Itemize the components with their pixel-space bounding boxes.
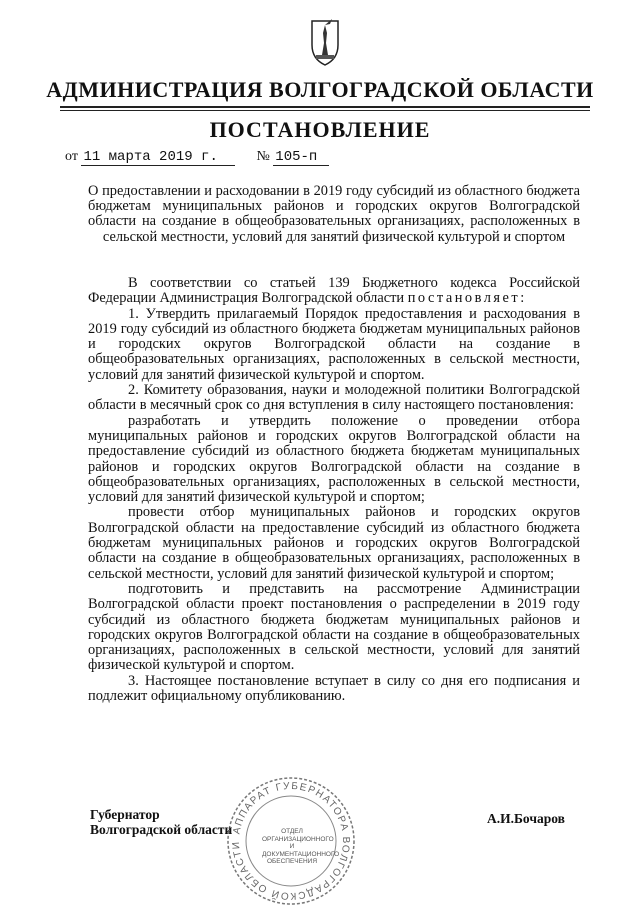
paragraph-2c: подготовить и представить на рассмотрение Администрации Волгоградской области проект постановления о распределении в 2019 году субсидий из областного бюджета бюджетам муниципальных районов и городских округов Волгоградской области на создание в общеобразовательных организациях, расположенных в сельской местности, условий для занятий физической культурой и спортом.	[88, 580, 580, 674]
number-prefix: №	[256, 149, 270, 164]
signatory-position-line2: Волгоградской области	[90, 822, 233, 837]
intro-paragraph	[88, 276, 580, 307]
coat-of-arms-icon	[310, 15, 340, 67]
intro-resolves: постановляет:	[407, 290, 527, 307]
document-body	[88, 276, 580, 704]
date-prefix: от	[65, 149, 78, 164]
intro-text: В соответствии со статьей 139 Бюджетного кодекса Российской Федерации Администрация Волгоградской области	[88, 275, 580, 307]
paragraph-2: 2. Комитету образования, науки и молодежной политики Волгоградской области в месячный срок со дня вступления в силу настоящего постановления:	[88, 382, 580, 414]
date-number-line	[65, 149, 329, 166]
paragraph-2b: провести отбор муниципальных районов и городских округов Волгоградской области на предоставление субсидий из областного бюджета бюджетам муниципальных районов и городских округов Волгоградской области на создание в общеобразовательных организациях, расположенных в сельской местности, условий для занятий физической культурой и спортом;	[88, 504, 580, 582]
signatory-name: А.И.Бочаров	[487, 811, 565, 826]
document-number: 105-п	[273, 149, 329, 166]
header-rule-thin	[60, 110, 590, 111]
paragraph-1: 1. Утвердить прилагаемый Порядок предоставления и расходования в 2019 году субсидий из областного бюджета бюджетам муниципальных районов и городских округов Волгоградской области на создание в общеобразовательных организациях, расположенных в сельской местности, условий для занятий физической культурой и спортом.	[88, 305, 580, 383]
document-date: 11 марта 2019 г.	[81, 149, 235, 166]
paragraph-3: 3. Настоящее постановление вступает в силу со дня его подписания и подлежит официальному опубликованию.	[88, 672, 580, 705]
header-rule	[60, 106, 590, 108]
paragraph-2a: разработать и утвердить положение о проведении отбора муниципальных районов и городских округов Волгоградской области на предоставление субсидий из областного бюджета бюджетам муниципальных районов и городских округов Волгоградской области на создание в общеобразовательных организациях, расположенных в сельской местности, условий для занятий физической культурой и спортом;	[88, 412, 580, 506]
document-subject: О предоставлении и расходовании в 2019 году субсидий из областного бюджета бюджетам муниципальных районов и городских округов Волгоградской области на создание в общеобразовательных организациях, расположенных в сельской местности, условий для занятий физической культурой и спортом	[88, 183, 580, 245]
signatory-position	[90, 807, 232, 837]
organization-name: АДМИНИСТРАЦИЯ ВОЛГОГРАДСКОЙ ОБЛАСТИ	[46, 77, 594, 102]
stamp-inner-text: ОТДЕЛ ОРГАНИЗАЦИОННОГО И ДОКУМЕНТАЦИОННОГО ОБЕСПЕЧЕНИЯ	[262, 828, 340, 865]
signatory-position-line1: Губернатор	[90, 807, 160, 822]
stamp-ring-text: АППАРАТ ГУБЕРНАТОРА ВОЛГОГРАДСКОЙ ОБЛАСТИ	[230, 780, 352, 902]
document-type: ПОСТАНОВЛЕНИЕ	[209, 117, 431, 142]
